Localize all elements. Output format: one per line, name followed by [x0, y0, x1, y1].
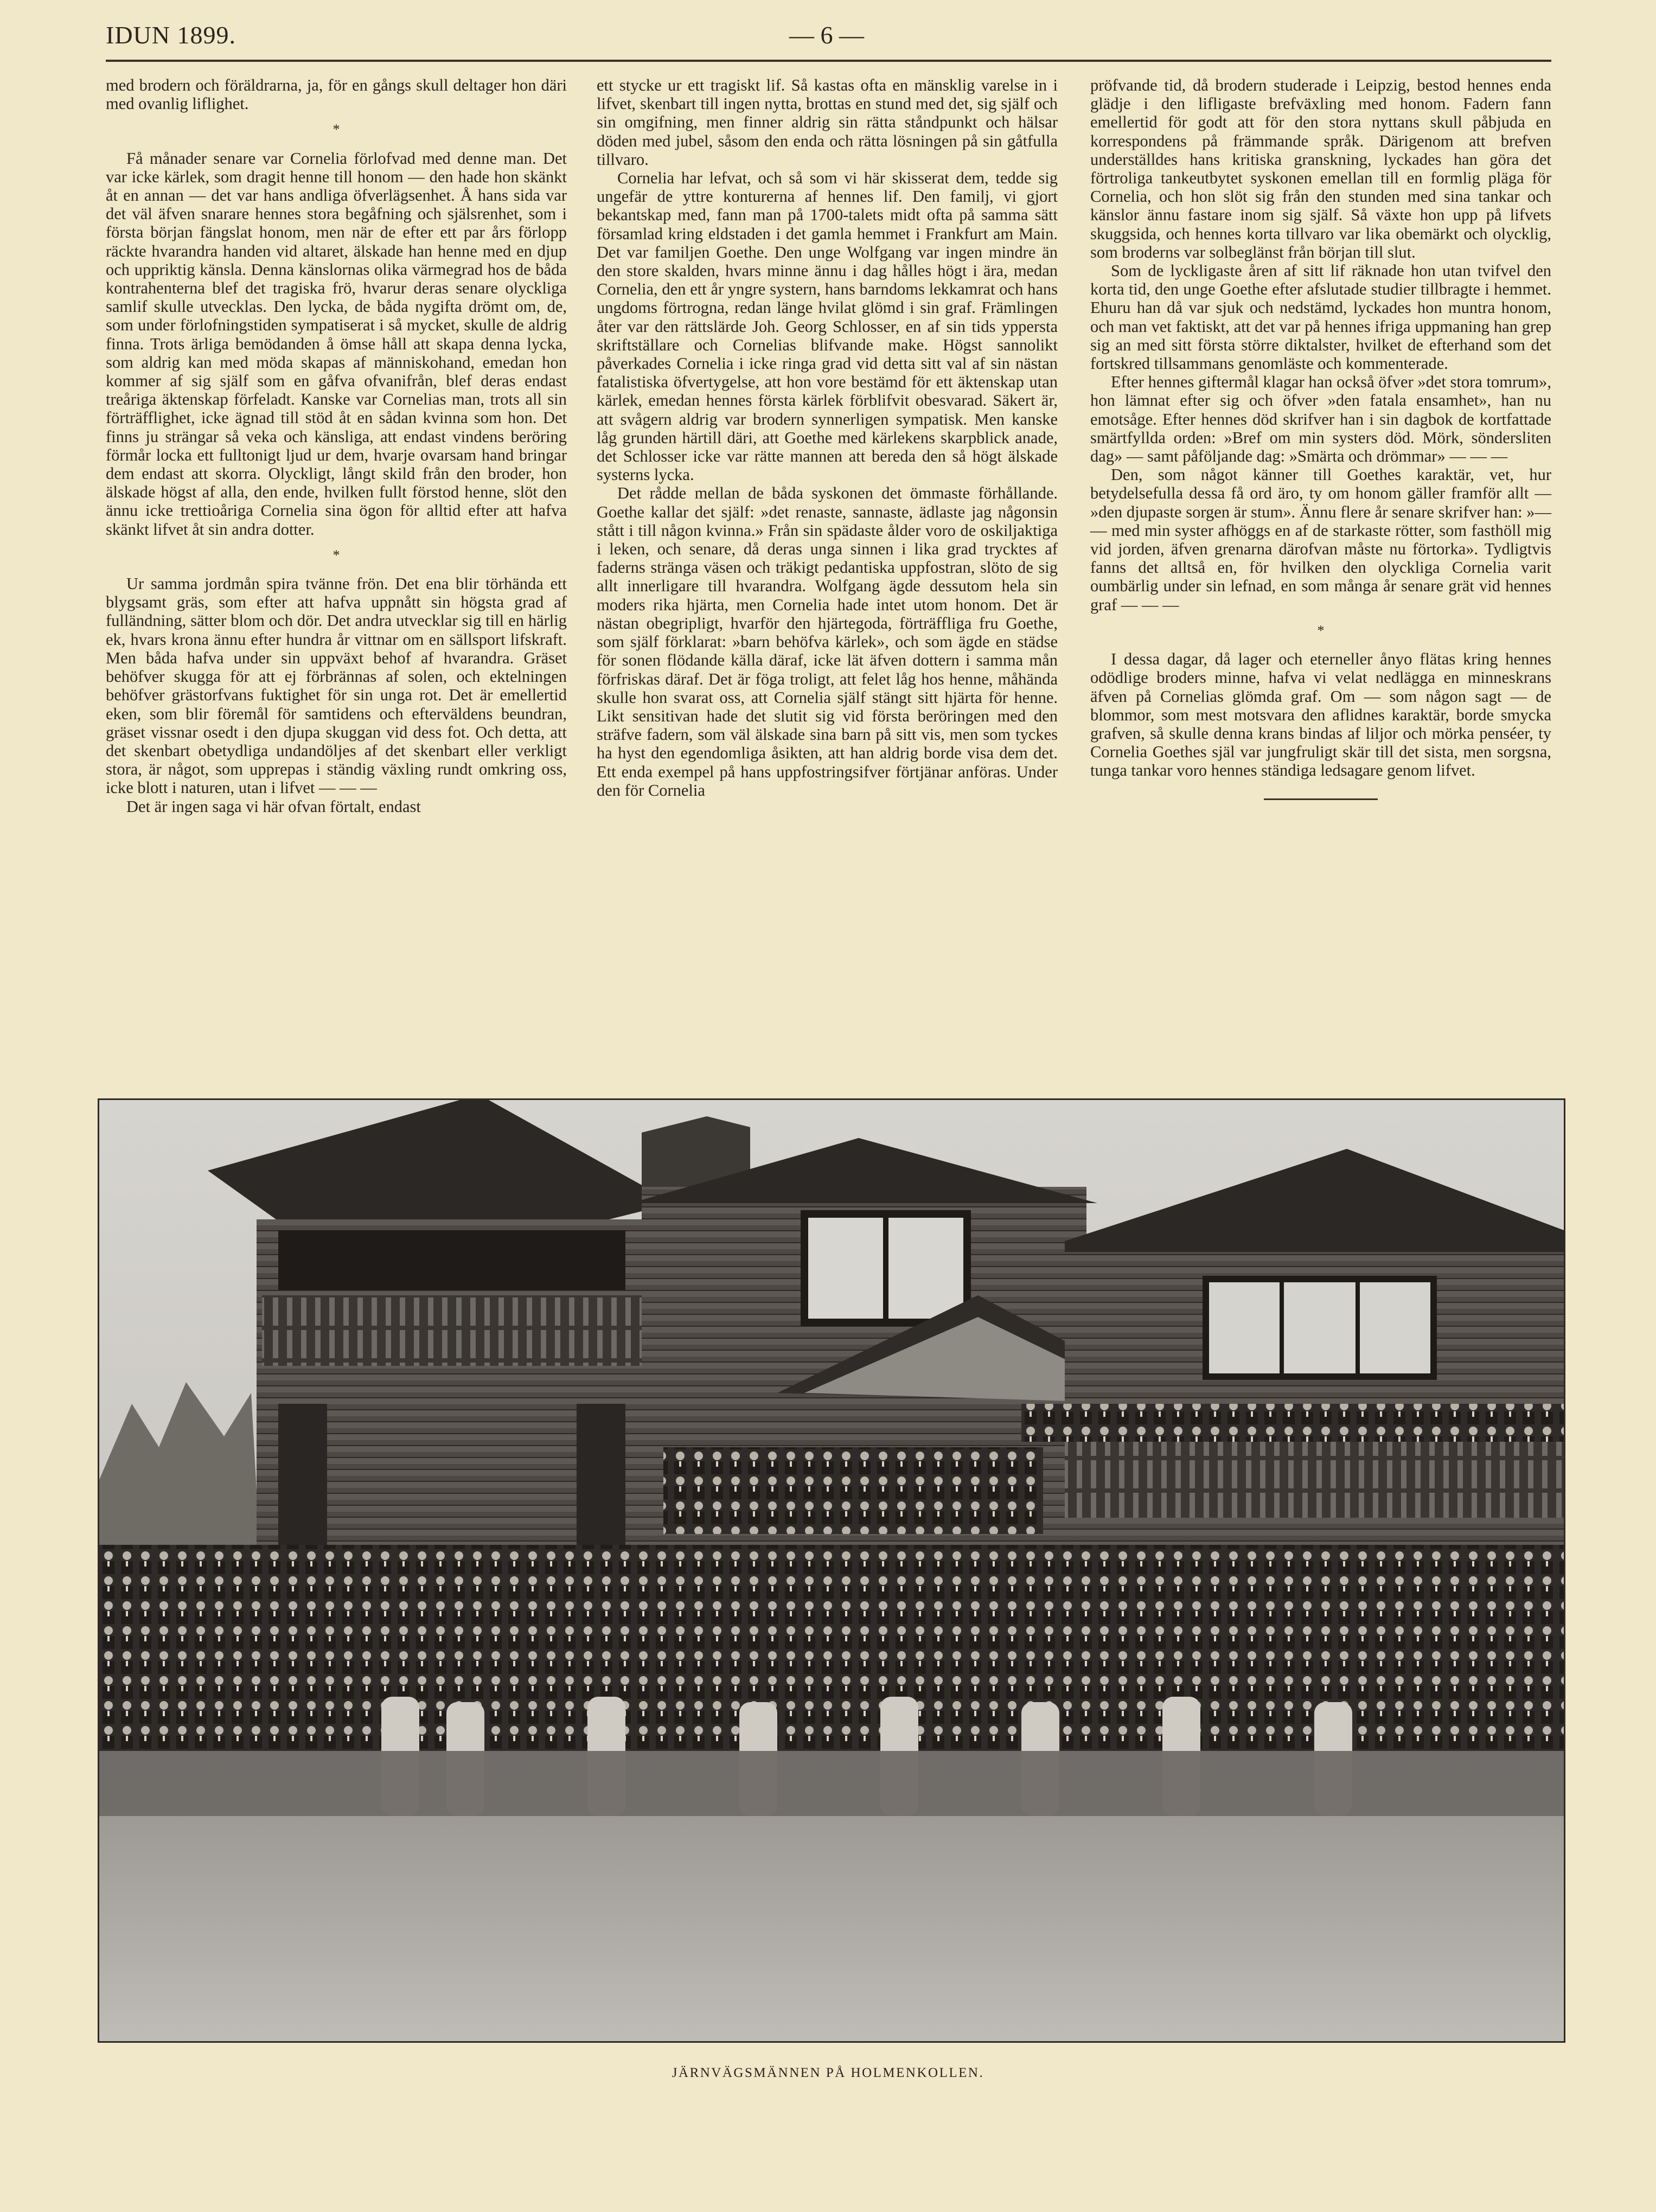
body-paragraph: ett stycke ur ett tragiskt lif. Så kastas ofta en mänsklig varelse in i lifvet, skenbart till ingen nytta, brottas en stund med det, sig själf och sin omgifning, men finner aldrig sin rätta ståndpunkt och hälsar döden med jubel, såsom den enda och rätta lösningen på sin gåtfulla tillvaro.: [597, 76, 1058, 169]
photo-caption: JÄRNVÄGSMÄNNEN PÅ HOLMENKOLLEN.: [672, 2066, 984, 2080]
page-number: — 6 —: [789, 21, 864, 49]
body-paragraph: Få månader senare var Cornelia förlofvad med denne man. Det var icke kärlek, som dragit henne till honom — den hade hon skänkt åt en annan — det var hans andliga öfverlägsenhet. Å hans sida var det väl äfven snarare hennes stora begåfning och själsrenhet, som i första början fängslat honom, men när de efter ett par års förlopp räckte hvarandra handen vid altaret, älskade han henne med en djup och uppriktig känsla. Denna känslornas olika värmegrad hos de båda kontrahenterna blef det tragiska frö, hvarur deras senare olyckliga samlif skulle utvecklas. Den lycka, de båda nygifta drömt om, de, som under förlofningstiden sympatiserat i så mycket, skulle de aldrig finna. Trots ärliga bemödanden å ömse håll att skapa denna lycka, som aldrig kan med möda skapas af människohand, emedan hon kommer af sig själf som en gåfva ofvanifrån, blef deras endast treåriga äktenskap förfeladt. Kanske var Cornelias man, trots all sin förträfflighet, icke ägnad till stöd åt en sådan kvinna som hon. Det finns ju strängar så veka och känsliga, att endast vindens beröring förmår locka ett fulltonigt ljud ur dem, hvarje ovarsam hand bringar dem endast att skorra. Olyckligt, långt skild från den broder, hon älskade högst af alla, den ende, hvilken fullt förstod henne, slöt den ännu icke trettioåriga Cornelia sina ögon för alltid efter att hafva skänkt lifvet åt sin andra dotter.: [106, 149, 567, 539]
text-column-3: [1090, 76, 1551, 800]
body-paragraph: I dessa dagar, då lager och eterneller ånyo flätas kring hennes odödlige broders minne, hafva vi velat nedlägga en minneskrans äfven på Cornelias glömda graf. Om — som någon sagt — de blommor, som mest motsvara den aflidnes karaktär, borde smycka grafven, så skulle denna krans bindas af liljor och mörka penséer, ty Cornelia Goethes själ var jungfruligt skär till det sista, men sorgsna, tunga tankar voro hennes ständiga ledsagare genom lifvet.: [1090, 650, 1551, 780]
header-rule: [106, 60, 1551, 62]
body-paragraph: Som de lyckligaste åren af sitt lif räknade hon utan tvifvel den korta tid, den unge Goethe efter afslutade studier tillbragte i hemmet. Ehuru han då var sjuk och nedstämd, lyckades hon muntra honom, och man vet faktiskt, att det var på hennes ifriga uppmaning han grep sig an med sitt första större diktalster, hvilket de efterhand som det fortskred tillsammans genomläste och kommenterade.: [1090, 261, 1551, 373]
section-divider-star: *: [333, 122, 340, 138]
section-divider-star: *: [1317, 622, 1325, 638]
publication-title: IDUN 1899.: [106, 21, 236, 49]
body-paragraph: Cornelia har lefvat, och så som vi här skisserat dem, tedde sig ungefär de yttre konturerna af hennes lif. Den familj, vi gjort bekantskap med, fann man på 1700-talets midt ofta på samma sätt församlad kring eldstaden i det gamla hemmet i Frankfurt am Main. Det var familjen Goethe. Den unge Wolfgang var ingen mindre än den store skalden, hvars minne ännu i dag hålles högt i ära, medan Cornelia, den ett år yngre systern, hans barndoms lekkamrat och hans ungdoms förtrogna, redan länge hvilat glömd i sin graf. Främlingen åter var den rättslärde Joh. Georg Schlosser, en af sin tids yppersta skriftställare och Cornelias blifvande make. Högst sannolikt påverkades Cornelia i icke ringa grad vid detta sitt val af sin nästan fatalistiska öfvertygelse, att hon vore bestämd för ett äktenskap utan kärlek, emedan hennes första kärlek förblifvit obesvarad. Säkert är, att svågern aldrig var brodern synnerligen sympatisk. Men kanske låg grunden härtill däri, att Goethe med kärlekens skarpblick anade, det Schlosser icke var rätte mannen att bereda den så högt älskade systerns lycka.: [597, 169, 1058, 484]
body-paragraph: med brodern och föräldrarna, ja, för en gångs skull deltager hon däri med ovanlig liflighet.: [106, 76, 567, 113]
text-column-2: [597, 76, 1058, 800]
page-header: [106, 21, 1551, 64]
body-paragraph: Det rådde mellan de båda syskonen det ömmaste förhållande. Goethe kallar det själf: »det renaste, sannaste, ädlaste jag någonsin stått i till någon kvinna.» Från sin spädaste ålder voro de oskiljaktiga i leken, och senare, då deras unga sinnen i lika grad trycktes af faderns stränga väsen och träkigt pedantiska uppfostran, slöto de sig allt innerligare till hvarandra. Wolfgang ägde dessutom hela sin moders rika hjärta, men Cornelia hade intet utom honom. Det är nästan obegripligt, hvarför den hjärtegoda, förträffliga fru Goethe, som själf förklarat: »barn behöfva kärlek», och som ägde en städse för sonen flödande källa däraf, icke lät äfven dottern i samma mån förfriskas däraf. Det är föga troligt, att felet låg hos henne, måhända skulle hon svarat oss, att Cornelia själf stängt sitt hjärta för henne. Likt sensitivan hade det slutit sig vid första beröringen med den sträfve fadern, som väl älskade sina barn på sitt vis, men som tyckes ha hyst den egendomliga åsikten, att han aldrig borde visa dem det. Ett enda exempel på hans uppfostringsifver förtjänar anföras. Under den för Cornelia: [597, 484, 1058, 800]
text-column-1: [106, 76, 567, 816]
body-paragraph: Den, som något känner till Goethes karaktär, vet, hur betydelsefulla dessa få ord äro, ty om honom gäller framför allt — »den djupaste sorgen är stum». Ännu flere år senare skrifver han: »— — med min syster afhöggs en af de starkaste rötter, som fasthöll mig vid jorden, äfven grenarna därofvan måste nu förtorka». Tydligtvis fanns det alltså en, för hvilken den olyckliga Cornelia varit oumbärlig under sin lefnad, en som många år senare grät vid hennes graf — — —: [1090, 465, 1551, 614]
body-paragraph: Det är ingen saga vi här ofvan förtalt, endast: [126, 797, 421, 816]
photo-illustration: [99, 1100, 1564, 2041]
article-end-rule: [1264, 798, 1378, 800]
body-paragraph: Efter hennes giftermål klagar han också öfver »det stora tomrum», hon lämnat efter sig och öfver »den fatala ensamhet», han nu emotsåge. Efter hennes död skrifver han i sin dagbok de kortfattade smärtfyllda orden: »Bref om min systers död. Mörk, söndersliten dag» — samt påföljande dag: »Smärta och drömmar» — — —: [1090, 373, 1551, 466]
section-divider-star: *: [333, 547, 340, 563]
body-paragraph: Ur samma jordmån spira tvänne frön. Det ena blir törhända ett blygsamt gräs, som efter att hafva uppnått sin högsta grad af fulländning, sätter blom och dör. Det andra utvecklar sig till en härlig ek, hvars krona ännu efter hundra år vittnar om en sällsport lifskraft. Men båda hafva under sin uppväxt behof af hvarandra. Gräset behöfver skugga för att ej förbrännas af solen, och ektelningen behöfver grästorfvans fuktighet för sin unga rot. Det är emellertid eken, som blir föremål för samtidens och efterväldens beundran, gräset vissnar osedt i den djupa skuggan vid dess fot. Och detta, att det skenbart obetydliga undandöljes af det skenbart eller verkligt stora, är något, som upprepas i ständig växling rundt omkring oss, icke blott i naturen, utan i lifvet — — —: [106, 574, 567, 797]
group-photograph: [98, 1098, 1565, 2043]
body-paragraph: pröfvande tid, då brodern studerade i Leipzig, bestod hennes enda glädje i den lifligaste brefväxling med honom. Fadern fann emellertid för godt att för den stora nyttans skull påbjuda en korrespondens på främmande språk. Därigenom att brefven underställdes hans kritiska granskning, lyckades han göra det förtroliga tankeutbytet syskonen emellan till en formlig pläga för Cornelia, och hon slöt sig från den stunden med sina tankar och känslor ännu fastare inom sig själf. Så växte hon upp på lifvets skuggsida, och hennes korta tillvaro var lika obemärkt och olycklig, som broderns var solbeglänst från början till slut.: [1090, 76, 1551, 261]
